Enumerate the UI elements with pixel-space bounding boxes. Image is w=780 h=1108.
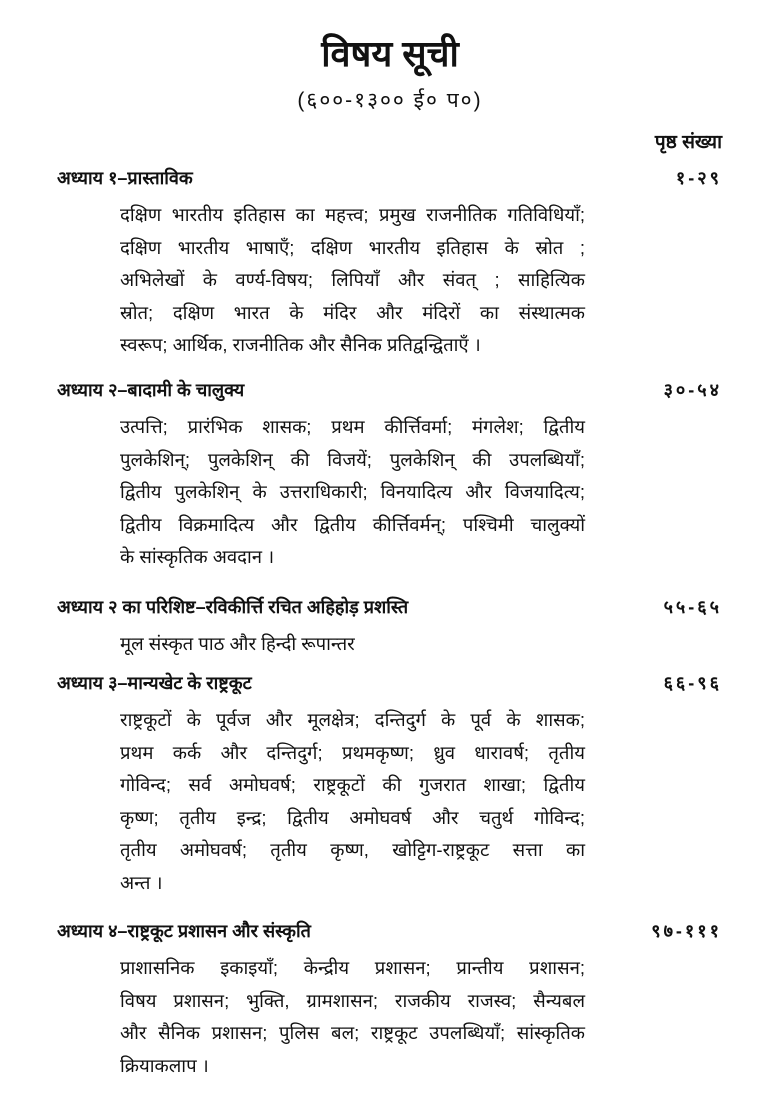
toc-chapter — [57, 375, 722, 574]
topic-line: गोविन्द; सर्व अमोघवर्ष; राष्ट्रकूटों की गुजरात शाखा; द्वितीय — [120, 774, 585, 795]
period-subtitle: (६००-१३०० ई० प०) — [297, 89, 483, 112]
chapter-page-range: ५५-६५ — [663, 597, 722, 617]
topic-line: तृतीय अमोघवर्ष; तृतीय कृष्ण, खोट्टिग-राष्ट्रकूट सत्ता का — [120, 839, 585, 860]
toc-chapter — [57, 163, 722, 362]
topic-line: दक्षिण भारतीय इतिहास का महत्त्व; प्रमुख राजनीतिक गतिविधियाँ; — [120, 204, 585, 225]
topic-line: अभिलेखों के वर्ण्य-विषय; लिपियाँ और संवत् ; साहित्यिक — [120, 269, 585, 290]
toc-chapter — [57, 592, 722, 661]
toc-chapter — [57, 916, 722, 1082]
topic-line: और सैनिक प्रशासन; पुलिस बल; राष्ट्रकूट उपलब्धियाँ; सांस्कृतिक — [120, 1022, 585, 1043]
chapter-heading-row — [57, 375, 722, 405]
topic-line: पुलकेशिन्; पुलकेशिन् की विजयें; पुलकेशिन् की उपलब्धियाँ; — [120, 448, 585, 470]
topic-line: के सांस्कृतिक अवदान । — [120, 546, 275, 567]
chapter-page-range: ३०-५४ — [663, 380, 722, 400]
chapter-page-range: ६६-९६ — [663, 673, 722, 693]
chapter-heading-row — [57, 163, 722, 193]
topic-line: प्रथम कर्क और दन्तिदुर्ग; प्रथमकृष्ण; ध्रुव धारावर्ष; तृतीय — [120, 741, 585, 763]
chapter-topics — [120, 952, 585, 1082]
topic-line: मूल संस्कृत पाठ और हिन्दी रूपान्तर — [120, 633, 355, 654]
toc-chapter — [57, 668, 722, 899]
chapter-title: अध्याय ४–राष्ट्रकूट प्रशासन और संस्कृति — [57, 921, 311, 941]
topic-line: दक्षिण भारतीय भाषाएँ; दक्षिण भारतीय इतिहास के स्रोत ; — [120, 236, 585, 258]
topic-line: द्वितीय पुलकेशिन् के उत्तराधिकारी; विनयादित्य और विजयादित्य; — [120, 481, 585, 502]
chapter-title: अध्याय २–बादामी के चालुक्य — [57, 380, 245, 400]
chapter-heading-row — [57, 668, 722, 698]
page-number-column-label: पृष्ठ संख्या — [654, 132, 722, 153]
chapter-heading-row — [57, 916, 722, 946]
page-title: विषय सूची — [321, 33, 459, 74]
topic-line: स्रोत; दक्षिण भारत के मंदिर और मंदिरों का संस्थात्मक — [120, 301, 585, 323]
chapter-title: अध्याय १–प्रास्ताविक — [57, 168, 193, 188]
topic-line: अन्त । — [120, 871, 163, 893]
topic-line: कृष्ण; तृतीय इन्द्र; द्वितीय अमोघवर्ष और चतुर्थ गोविन्द; — [120, 806, 585, 828]
topic-line: स्वरूप; आर्थिक, राजनीतिक और सैनिक प्रतिद्वन्द्विताएँ । — [120, 334, 481, 355]
topic-line: उत्पत्ति; प्रारंभिक शासक; प्रथम कीर्त्तिवर्मा; मंगलेश; द्वितीय — [120, 416, 585, 437]
chapter-topics — [120, 628, 585, 661]
topic-line: क्रियाकलाप । — [120, 1054, 209, 1076]
chapter-title: अध्याय ३–मान्यखेट के राष्ट्रकूट — [57, 673, 252, 693]
chapter-page-range: ९७-१११ — [651, 921, 722, 941]
chapter-heading-row — [57, 592, 722, 622]
chapter-title: अध्याय २ का परिशिष्ट–रविकीर्त्ति रचित अहिहोड़ प्रशस्ति — [57, 597, 409, 617]
topic-line: प्राशासनिक इकाइयाँ; केन्द्रीय प्रशासन; प्रान्तीय प्रशासन; — [120, 957, 585, 978]
chapter-topics — [120, 411, 585, 574]
topic-line: द्वितीय विक्रमादित्य और द्वितीय कीर्त्तिवर्मन्; पश्चिमी चालुक्यों — [120, 513, 585, 535]
chapter-topics — [120, 199, 585, 362]
chapter-page-range: १-२९ — [675, 168, 722, 188]
chapter-topics — [120, 704, 585, 899]
topic-line: विषय प्रशासन; भुक्ति, ग्रामशासन; राजकीय राजस्व; सैन्यबल — [120, 989, 585, 1011]
topic-line: राष्ट्रकूटों के पूर्वज और मूलक्षेत्र; दन्तिदुर्ग के पूर्व के शासक; — [120, 709, 585, 730]
